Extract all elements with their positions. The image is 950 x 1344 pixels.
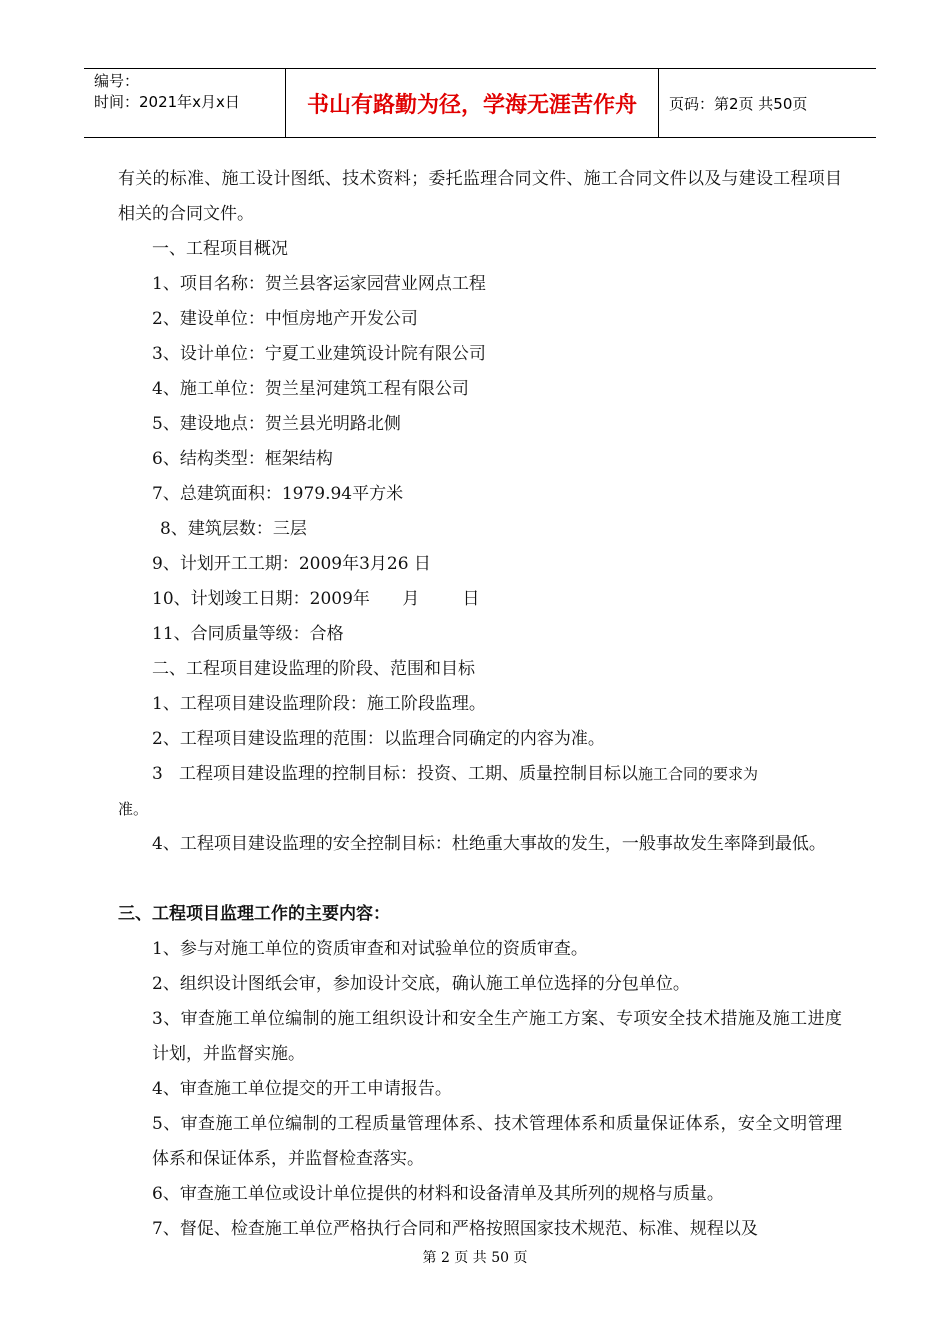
list-item: 4、施工单位：贺兰星河建筑工程有限公司 [152, 379, 469, 399]
list-item: 1、工程项目建设监理阶段：施工阶段监理。 [152, 694, 486, 714]
document-number: 编号： [94, 72, 140, 90]
list-item: 2、建设单位：中恒房地产开发公司 [152, 309, 418, 329]
list-item: 3、审查施工单位编制的施工组织设计和安全生产施工方案、专项安全技术措施及施工进度计划，并监督实施。 [152, 1009, 842, 1064]
document-body [118, 162, 842, 1247]
list-item [118, 757, 842, 792]
list-item: 6、结构类型：框架结构 [152, 449, 333, 469]
list-item: 4、审查施工单位提交的开工申请报告。 [152, 1079, 452, 1099]
header-page-number: 页码：第2页 共50页 [669, 94, 808, 113]
list-item: 8、建筑层数：三层 [160, 519, 307, 539]
list-item: 5、审查施工单位编制的工程质量管理体系、技术管理体系和质量保证体系，安全文明管理体系和保证体系，并监督检查落实。 [152, 1114, 842, 1169]
page-footer: 第 2 页 共 50 页 [422, 1250, 528, 1266]
list-item-text-small: 施工合同的要求为 [638, 765, 759, 783]
list-item: 2、组织设计图纸会审，参加设计交底，确认施工单位选择的分包单位。 [152, 974, 690, 994]
list-item: 7、督促、检查施工单位严格执行合同和严格按照国家技术规范、标准、规程以及 [152, 1219, 758, 1239]
list-item: 1、项目名称：贺兰县客运家园营业网点工程 [152, 274, 486, 294]
list-item: 3、设计单位：宁夏工业建筑设计院有限公司 [152, 344, 486, 364]
list-item: 2、工程项目建设监理的范围：以监理合同确定的内容为准。 [152, 729, 605, 749]
list-item: 5、建设地点：贺兰县光明路北侧 [152, 414, 401, 434]
list-item: 7、总建筑面积：1979.94平方米 [152, 484, 404, 504]
list-item: 1、参与对施工单位的资质审查和对试验单位的资质审查。 [152, 939, 588, 959]
list-item: 9、计划开工工期：2009年3月26 日 [152, 554, 431, 574]
section-heading-1: 一、工程项目概况 [152, 239, 288, 259]
list-item-text: 3 工程项目建设监理的控制目标：投资、工期、质量控制目标以 [152, 764, 639, 784]
header-motto: 书山有路勤为径，学海无涯苦作舟 [286, 69, 659, 137]
section-heading-2: 二、工程项目建设监理的阶段、范围和目标 [152, 659, 475, 679]
list-item: 11、合同质量等级：合格 [152, 624, 344, 644]
paragraph-intro: 有关的标准、施工设计图纸、技术资料；委托监理合同文件、施工合同文件以及与建设工程项目相关的合同文件。 [118, 169, 842, 224]
list-item-continuation: 准。 [118, 800, 149, 818]
list-item: 10、计划竣工日期：2009年 月 日 [152, 589, 480, 609]
document-time: 时间：2021年x月x日 [94, 93, 240, 111]
list-item: 4、工程项目建设监理的安全控制目标：杜绝重大事故的发生，一般事故发生率降到最低。 [152, 834, 826, 854]
page-header [84, 68, 876, 138]
list-item: 6、审查施工单位或设计单位提供的材料和设备清单及其所列的规格与质量。 [152, 1184, 724, 1204]
section-heading-3: 三、工程项目监理工作的主要内容： [118, 904, 390, 924]
header-meta [84, 69, 286, 137]
